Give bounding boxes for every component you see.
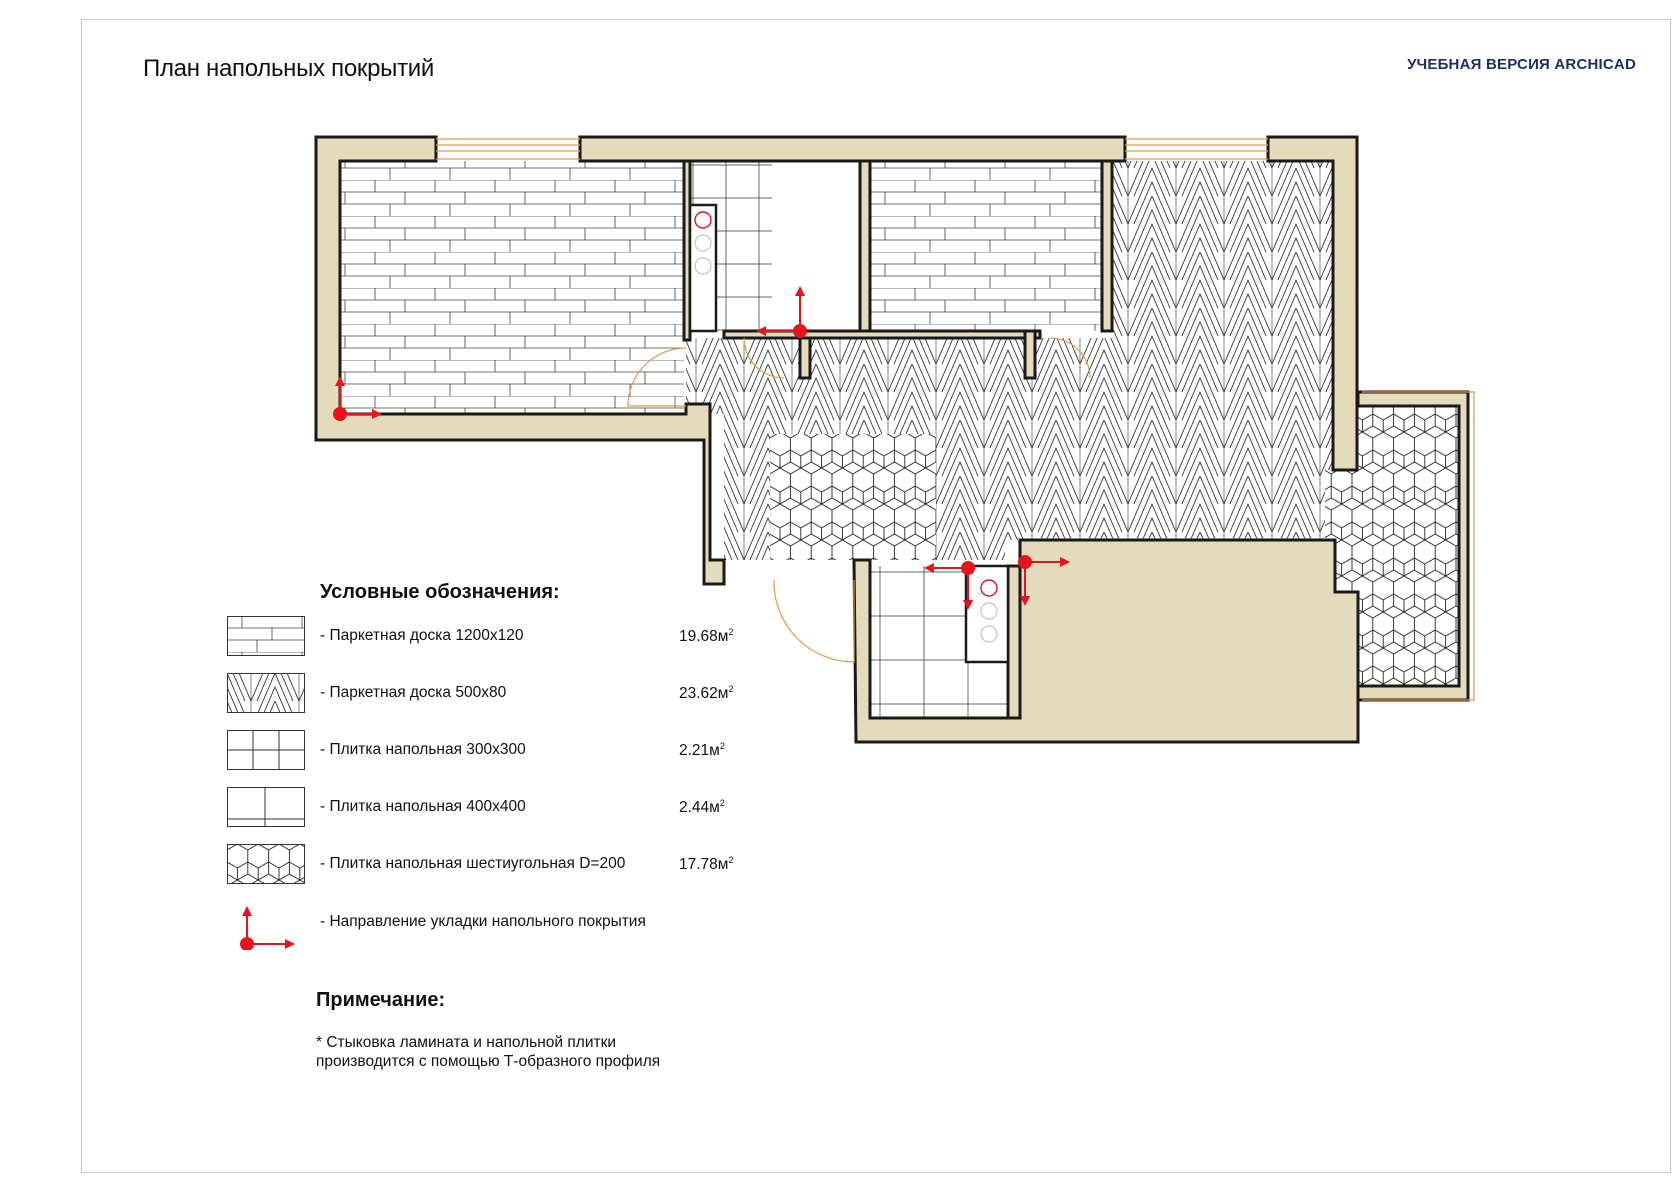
note-title: Примечание: xyxy=(316,989,446,1011)
note-text xyxy=(316,1033,836,1071)
legend-item-herringbone xyxy=(227,673,767,713)
legend-title: Условные обозначения: xyxy=(320,581,560,603)
legend-item-plank-1200 xyxy=(227,616,767,656)
wall-stub-1 xyxy=(800,338,810,378)
legend-item-tile-300 xyxy=(227,730,767,770)
legend-label: - Направление укладки напольного покрытия xyxy=(320,913,646,930)
legend-area: $2.44м^2$ xyxy=(679,798,725,817)
direction-arrow-icon xyxy=(227,902,305,950)
legend-area: $19.68м^2$ xyxy=(679,627,734,646)
bathtub-upper xyxy=(690,205,716,331)
legend-swatch-plank xyxy=(227,616,305,656)
legend-label: - Плитка напольная 400х400 xyxy=(320,798,526,815)
legend-item-tile-400 xyxy=(227,787,767,827)
floor-plank-room-left xyxy=(340,161,684,414)
legend-area: $2.21м^2$ xyxy=(679,741,725,760)
window-left xyxy=(436,139,580,159)
floor-unfinished-closet xyxy=(772,161,860,331)
legend-area: $23.62м^2$ xyxy=(679,684,734,703)
floor-plank-room-mid xyxy=(870,161,1102,331)
wall-bath-partition xyxy=(1008,566,1020,718)
legend-label: - Паркетная доска 1200х120 xyxy=(320,627,524,644)
legend-label: - Плитка напольная шестиугольная D=200 xyxy=(320,855,626,872)
legend-swatch-tile400 xyxy=(227,787,305,827)
wall-stub-2 xyxy=(1025,331,1035,378)
sheet-title: План напольных покрытий xyxy=(143,55,434,82)
wall-top-center xyxy=(580,137,1125,161)
legend-label: - Паркетная доска 500х80 xyxy=(320,684,507,701)
floor-hex-entry xyxy=(770,434,936,560)
wall-partition-2 xyxy=(860,161,870,331)
note-line: * Стыковка ламината и напольной плитки xyxy=(316,1034,617,1051)
legend-item-hex xyxy=(227,844,767,884)
window-right xyxy=(1125,139,1268,159)
legend-swatch-tile300 xyxy=(227,730,305,770)
wall-partition-3 xyxy=(1102,161,1112,331)
watermark-text: УЧЕБНАЯ ВЕРСИЯ ARCHICAD xyxy=(1407,56,1636,73)
legend-swatch-herringbone xyxy=(227,673,305,713)
wall-corridor-top xyxy=(724,331,1040,338)
door-swing-entry xyxy=(774,580,854,662)
legend-item-direction xyxy=(227,902,767,950)
legend-swatch-hex xyxy=(227,844,305,884)
legend-label: - Плитка напольная 300х300 xyxy=(320,741,526,758)
legend-area: $17.78м^2$ xyxy=(679,855,734,874)
note-line: производится с помощью Т-образного профиля xyxy=(316,1053,661,1070)
